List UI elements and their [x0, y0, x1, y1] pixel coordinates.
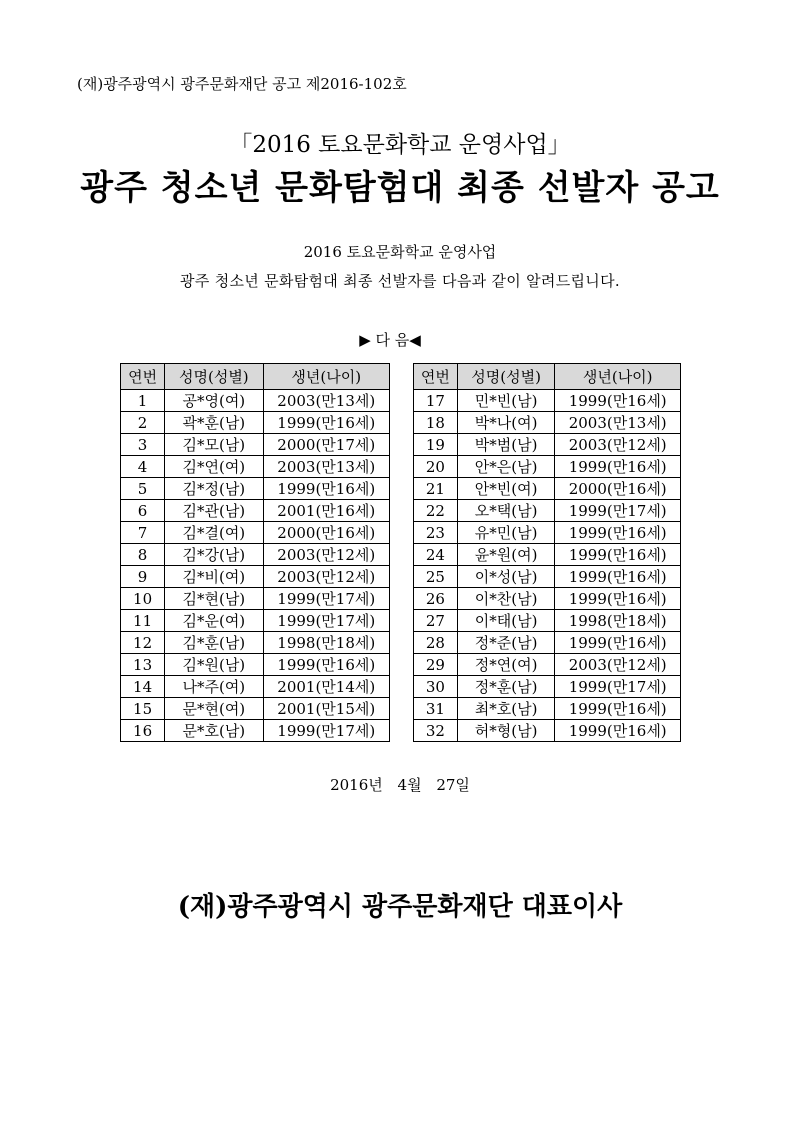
cell-number: 5	[121, 478, 165, 500]
cell-birth: 2000(만16세)	[555, 478, 681, 500]
document-subtitle: 「2016 토요문화학교 운영사업」	[229, 132, 571, 158]
table-row	[414, 500, 681, 522]
cell-name: 허*형(남)	[457, 720, 555, 742]
cell-number: 12	[121, 632, 165, 654]
cell-number: 29	[414, 654, 458, 676]
cell-birth: 2001(만16세)	[263, 500, 389, 522]
cell-birth: 1999(만17세)	[263, 610, 389, 632]
header-number: 연번	[121, 364, 165, 390]
table-row	[121, 632, 390, 654]
cell-number: 31	[414, 698, 458, 720]
cell-name: 정*준(남)	[457, 632, 555, 654]
cell-name: 최*호(남)	[457, 698, 555, 720]
table-body-right	[414, 390, 681, 742]
table-row	[414, 698, 681, 720]
cell-birth: 1999(만17세)	[263, 720, 389, 742]
header-name: 성명(성별)	[457, 364, 555, 390]
cell-name: 공*영(여)	[165, 390, 263, 412]
cell-name: 이*태(남)	[457, 610, 555, 632]
cell-number: 20	[414, 456, 458, 478]
table-row	[414, 522, 681, 544]
cell-birth: 1999(만16세)	[555, 720, 681, 742]
cell-birth: 1999(만16세)	[555, 632, 681, 654]
cell-number: 7	[121, 522, 165, 544]
notice-number: (재)광주광역시 광주문화재단 공고 제2016-102호	[77, 75, 407, 93]
cell-name: 김*정(남)	[165, 478, 263, 500]
cell-number: 26	[414, 588, 458, 610]
cell-birth: 2003(만13세)	[555, 412, 681, 434]
cell-name: 박*범(남)	[457, 434, 555, 456]
cell-name: 안*은(남)	[457, 456, 555, 478]
cell-number: 30	[414, 676, 458, 698]
cell-name: 김*결(여)	[165, 522, 263, 544]
table-row	[121, 566, 390, 588]
header-number: 연번	[414, 364, 458, 390]
cell-number: 14	[121, 676, 165, 698]
cell-name: 박*나(여)	[457, 412, 555, 434]
table-row	[414, 720, 681, 742]
announcement-date: 2016년 4월 27일	[330, 776, 470, 794]
table-row	[121, 654, 390, 676]
cell-birth: 2003(만13세)	[263, 390, 389, 412]
cell-name: 김*현(남)	[165, 588, 263, 610]
cell-birth: 1999(만16세)	[263, 412, 389, 434]
cell-birth: 1999(만16세)	[263, 478, 389, 500]
cell-name: 안*빈(여)	[457, 478, 555, 500]
cell-birth: 2003(만12세)	[263, 544, 389, 566]
intro-line-2: 광주 청소년 문화탐험대 최종 선발자를 다음과 같이 알려드립니다.	[180, 272, 620, 290]
cell-number: 28	[414, 632, 458, 654]
table-row	[414, 434, 681, 456]
cell-name: 김*비(여)	[165, 566, 263, 588]
cell-number: 19	[414, 434, 458, 456]
cell-number: 15	[121, 698, 165, 720]
cell-number: 4	[121, 456, 165, 478]
cell-name: 정*훈(남)	[457, 676, 555, 698]
table-row	[121, 676, 390, 698]
cell-birth: 1999(만16세)	[263, 654, 389, 676]
cell-number: 10	[121, 588, 165, 610]
table-row	[121, 500, 390, 522]
cell-number: 8	[121, 544, 165, 566]
intro-line-1: 2016 토요문화학교 운영사업	[303, 243, 497, 261]
cell-birth: 2003(만12세)	[555, 654, 681, 676]
cell-number: 22	[414, 500, 458, 522]
table-row	[121, 522, 390, 544]
table-header-row	[121, 364, 390, 390]
table-row	[121, 478, 390, 500]
selection-table-right	[413, 363, 681, 742]
header-birth: 생년(나이)	[263, 364, 389, 390]
cell-birth: 2003(만12세)	[555, 434, 681, 456]
table-row	[121, 698, 390, 720]
table-row	[414, 676, 681, 698]
cell-name: 김*원(남)	[165, 654, 263, 676]
cell-number: 27	[414, 610, 458, 632]
table-row	[121, 390, 390, 412]
next-heading: ▶ 다 음◀	[359, 331, 421, 349]
cell-number: 1	[121, 390, 165, 412]
table-row	[414, 588, 681, 610]
cell-number: 2	[121, 412, 165, 434]
table-row	[121, 412, 390, 434]
cell-name: 김*모(남)	[165, 434, 263, 456]
selection-table-left	[120, 363, 390, 742]
cell-birth: 1999(만17세)	[555, 676, 681, 698]
cell-name: 정*연(여)	[457, 654, 555, 676]
cell-number: 3	[121, 434, 165, 456]
cell-name: 윤*원(여)	[457, 544, 555, 566]
table-row	[414, 654, 681, 676]
table-body-left	[121, 390, 390, 742]
document-title: 광주 청소년 문화탐험대 최종 선발자 공고	[80, 168, 720, 208]
cell-name: 이*찬(남)	[457, 588, 555, 610]
cell-birth: 1999(만16세)	[555, 456, 681, 478]
cell-name: 유*민(남)	[457, 522, 555, 544]
cell-birth: 1998(만18세)	[555, 610, 681, 632]
cell-birth: 1999(만16세)	[555, 566, 681, 588]
cell-number: 6	[121, 500, 165, 522]
table-header-row	[414, 364, 681, 390]
cell-number: 23	[414, 522, 458, 544]
table-row	[121, 588, 390, 610]
cell-birth: 1999(만16세)	[555, 698, 681, 720]
cell-birth: 1998(만18세)	[263, 632, 389, 654]
cell-birth: 2001(만15세)	[263, 698, 389, 720]
table-row	[414, 456, 681, 478]
table-row	[414, 390, 681, 412]
cell-birth: 1999(만16세)	[555, 588, 681, 610]
cell-name: 나*주(여)	[165, 676, 263, 698]
cell-birth: 2003(만12세)	[263, 566, 389, 588]
cell-name: 문*호(남)	[165, 720, 263, 742]
cell-number: 18	[414, 412, 458, 434]
cell-birth: 1999(만16세)	[555, 544, 681, 566]
cell-name: 김*운(여)	[165, 610, 263, 632]
cell-name: 김*강(남)	[165, 544, 263, 566]
cell-name: 이*성(남)	[457, 566, 555, 588]
cell-birth: 1999(만17세)	[263, 588, 389, 610]
cell-number: 13	[121, 654, 165, 676]
table-row	[121, 544, 390, 566]
cell-birth: 2001(만14세)	[263, 676, 389, 698]
cell-name: 김*연(여)	[165, 456, 263, 478]
issuing-organization: (재)광주광역시 광주문화재단 대표이사	[177, 892, 623, 922]
header-birth: 생년(나이)	[555, 364, 681, 390]
cell-name: 김*훈(남)	[165, 632, 263, 654]
cell-birth: 2000(만17세)	[263, 434, 389, 456]
cell-name: 민*빈(남)	[457, 390, 555, 412]
cell-number: 9	[121, 566, 165, 588]
header-name: 성명(성별)	[165, 364, 263, 390]
table-row	[414, 566, 681, 588]
cell-number: 25	[414, 566, 458, 588]
table-row	[121, 456, 390, 478]
cell-birth: 1999(만17세)	[555, 500, 681, 522]
table-row	[414, 610, 681, 632]
cell-birth: 2003(만13세)	[263, 456, 389, 478]
cell-number: 11	[121, 610, 165, 632]
table-row	[414, 478, 681, 500]
cell-number: 24	[414, 544, 458, 566]
cell-name: 곽*훈(남)	[165, 412, 263, 434]
table-row	[121, 610, 390, 632]
cell-birth: 1999(만16세)	[555, 390, 681, 412]
cell-birth: 1999(만16세)	[555, 522, 681, 544]
cell-birth: 2000(만16세)	[263, 522, 389, 544]
table-row	[414, 412, 681, 434]
table-row	[414, 544, 681, 566]
cell-number: 16	[121, 720, 165, 742]
cell-number: 32	[414, 720, 458, 742]
cell-name: 문*현(여)	[165, 698, 263, 720]
cell-name: 오*택(남)	[457, 500, 555, 522]
table-row	[121, 434, 390, 456]
table-row	[121, 720, 390, 742]
cell-number: 21	[414, 478, 458, 500]
cell-number: 17	[414, 390, 458, 412]
cell-name: 김*관(남)	[165, 500, 263, 522]
table-row	[414, 632, 681, 654]
